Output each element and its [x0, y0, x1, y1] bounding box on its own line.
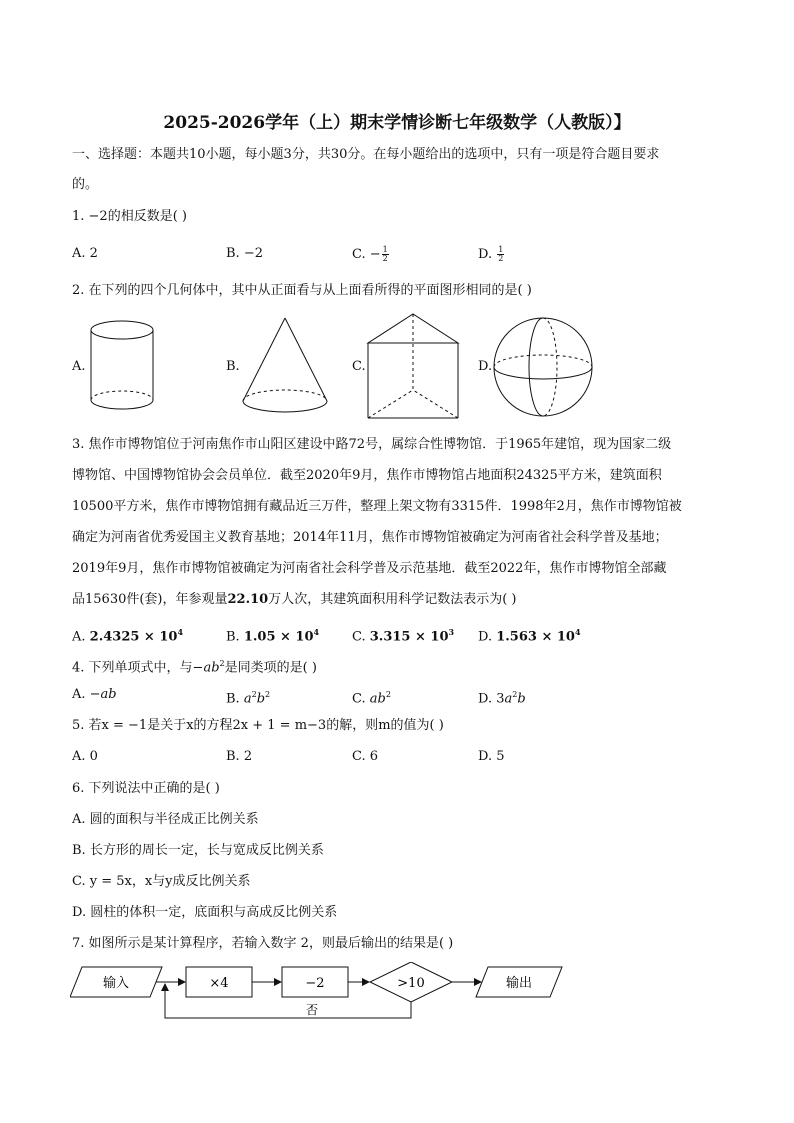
q4-c-label: C.: [352, 691, 370, 707]
q4-b-exp1: 2: [251, 690, 257, 699]
q4-a-term: −ab: [89, 687, 117, 702]
triangular-prism-figure: [364, 310, 462, 422]
sphere-figure: [490, 314, 596, 420]
q4-d-label: D.: [478, 691, 497, 707]
q4-a-label: A.: [72, 687, 90, 702]
q3-d-label: D.: [478, 629, 497, 645]
q1-option-c-fraction: [382, 246, 389, 263]
q3-b-label: B.: [226, 629, 244, 645]
q3-line5: 2019年9月，焦作市博物馆被确定为河南省社会科学普及示范基地．截至2022年，焦作市博物馆全部藏: [72, 561, 667, 576]
q4-c-var: ab: [369, 691, 386, 707]
q1-option-d-fraction: [497, 246, 504, 263]
q3-option-d: [478, 624, 581, 645]
input-label: 输入: [102, 976, 130, 991]
q3-line2: 博物馆、中国博物馆协会会员单位．截至2020年9月，焦作市博物馆占地面积24325平方米，建筑面积: [72, 468, 662, 483]
minus2-label: −2: [305, 976, 325, 991]
q3-d-value: 1.563 × 10: [496, 629, 575, 645]
q3-option-c: [352, 624, 454, 645]
output-label: 输出: [505, 976, 533, 991]
q3-a-exponent: 4: [177, 627, 184, 637]
q5-option-a: A. 0: [72, 749, 98, 764]
q4-d-var2: b: [517, 691, 526, 707]
q6-stem: 6. 下列说法中正确的是( ): [72, 781, 220, 796]
q3-visitor-number: 22.10: [227, 592, 269, 607]
loop-back-line: [165, 984, 411, 1018]
q4-stem-exponent: 2: [219, 659, 225, 668]
q4-b-var2: b: [256, 691, 266, 707]
program-flowchart: [70, 962, 570, 1024]
q4-b-label: B.: [226, 691, 244, 707]
q4-b-var1: a: [243, 691, 252, 707]
q4-stem-pre: 4. 下列单项式中，与: [72, 660, 193, 676]
q3-line1: 3. 焦作市博物馆位于河南焦作市山阳区建设中路72号，属综合性博物馆．于1965年建馆，现为国家二级: [72, 437, 672, 452]
q1-d-denominator: 2: [498, 254, 504, 263]
q7-stem: 7. 如图所示是某计算程序，若输入数字 2，则最后输出的结果是( ): [72, 936, 454, 951]
q2-option-c-label: C.: [352, 359, 366, 374]
q1-option-c-prefix: C. −: [352, 247, 381, 262]
q4-stem: [72, 656, 317, 676]
section-heading-line1: 一、选择题：本题共10小题，每小题3分，共30分。在每小题给出的选项中，只有一项是符合题目要求: [72, 147, 660, 162]
q6-option-b: B. 长方形的周长一定，长与宽成反比例关系: [72, 843, 324, 858]
q4-d-exp1: 2: [512, 690, 518, 699]
q3-c-exponent: 3: [448, 627, 455, 637]
q1-option-c: [352, 246, 389, 263]
q5-option-b: B. 2: [226, 749, 253, 764]
q6-option-c: C. y = 5x，x与y成反比例关系: [72, 874, 251, 889]
q5-option-c: C. 6: [352, 749, 379, 764]
q2-stem: 2. 在下列的四个几何体中，其中从正面看与从上面看所得的平面图形相同的是( ): [72, 283, 532, 298]
q1-option-d-prefix: D.: [478, 247, 497, 262]
q2-option-d-label: D.: [478, 359, 493, 374]
q4-d-var1: a: [504, 691, 513, 707]
q4-option-a: [72, 687, 117, 703]
q4-stem-post: 是同类项的是( ): [224, 660, 317, 676]
q3-line6: [72, 592, 517, 608]
q4-option-b: [226, 687, 270, 707]
q1-c-numerator: 1: [382, 245, 388, 254]
cylinder-figure: [86, 318, 158, 414]
q3-option-b: [226, 624, 319, 645]
q3-a-value: 2.4325 × 10: [89, 629, 178, 645]
page-title: 2025-2026学年（上）期末学情诊断七年级数学（人教版）】: [163, 113, 631, 133]
q3-line4: 确定为河南省优秀爱国主义教育基地；2014年11月，焦作市博物馆被确定为河南省社会科学普及基地；: [72, 530, 668, 545]
q3-option-a: [72, 624, 183, 645]
q3-d-exponent: 4: [574, 627, 581, 637]
q4-b-exp2: 2: [265, 690, 271, 699]
q3-line6-post: 万人次，其建筑面积用科学记数法表示为( ): [268, 592, 517, 607]
q4-option-c: [352, 687, 391, 707]
q4-option-d: [478, 687, 526, 707]
q6-option-a: A. 圆的面积与半径成正比例关系: [72, 812, 259, 827]
q2-option-b-label: B.: [226, 359, 240, 374]
q1-d-numerator: 1: [498, 245, 504, 254]
q1-c-denominator: 2: [382, 254, 388, 263]
q3-c-label: C.: [352, 629, 370, 645]
q5-stem: 5. 若x = −1是关于x的方程2x + 1 = m−3的解，则m的值为( ): [72, 718, 444, 733]
condition-label: >10: [397, 976, 425, 991]
q3-b-value: 1.05 × 10: [243, 629, 314, 645]
no-label: 否: [305, 1003, 319, 1017]
q4-stem-term: −ab: [192, 660, 220, 676]
q3-c-value: 3.315 × 10: [369, 629, 449, 645]
q5-option-d: D. 5: [478, 749, 505, 764]
q1-stem: 1. −2的相反数是( ): [72, 209, 187, 224]
q3-b-exponent: 4: [313, 627, 320, 637]
q1-option-d: [478, 246, 504, 263]
cone-figure: [239, 314, 331, 418]
q1-option-a: A. 2: [72, 246, 98, 261]
q4-c-exp: 2: [385, 690, 391, 699]
q1-option-b: B. −2: [226, 246, 263, 261]
q2-option-a-label: A.: [72, 359, 86, 374]
q3-line3: 10500平方米，焦作市博物馆拥有藏品近三万件，整理上架文物有3315件．1998年2月，焦作市博物馆被: [72, 499, 682, 514]
times4-label: ×4: [209, 976, 229, 991]
q3-a-label: A.: [72, 629, 90, 645]
q3-line6-pre: 品15630件(套)，年参观量: [72, 592, 228, 607]
section-heading-line2: 的。: [72, 177, 99, 192]
q4-d-coef: 3: [496, 691, 505, 707]
q6-option-d: D. 圆柱的体积一定，底面积与高成反比例关系: [72, 905, 338, 920]
